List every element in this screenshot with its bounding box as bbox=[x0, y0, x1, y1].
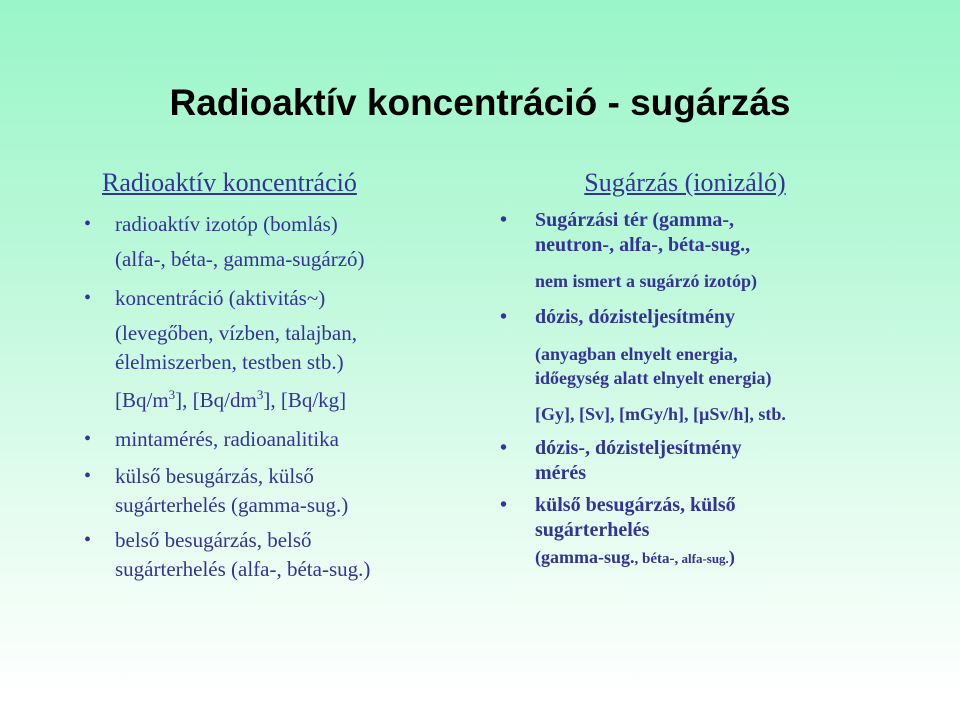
list-item-text: , béta-, bbox=[634, 551, 679, 567]
list-item bbox=[495, 545, 925, 571]
list-item-text: időegység alatt elnyelt energia) bbox=[535, 368, 772, 388]
list-item-text: mintamérés, radioanalitika bbox=[115, 427, 339, 451]
list-item bbox=[495, 269, 925, 293]
list-item bbox=[80, 284, 480, 313]
unit-exponent: 3 bbox=[168, 387, 176, 402]
list-item-text: külső besugárzás, külső bbox=[115, 464, 314, 488]
bullet-icon: • bbox=[84, 428, 92, 450]
list-item-text: (anyagban elnyelt energia, bbox=[535, 344, 738, 364]
list-item-text: nem ismert a sugárzó izotóp) bbox=[535, 271, 757, 291]
list-item bbox=[80, 425, 480, 454]
list-item-text: dózis, dózisteljesítmény bbox=[535, 306, 735, 328]
list-item bbox=[80, 210, 480, 239]
list-item-text: ) bbox=[728, 547, 735, 567]
list-item bbox=[80, 462, 480, 520]
list-item-text: dózis-, dózisteljesítmény bbox=[535, 437, 742, 459]
list-item-text: (levegőben, vízben, talajban, bbox=[115, 321, 357, 345]
list-item-text: külső besugárzás, külső bbox=[535, 494, 736, 516]
bullet-icon: • bbox=[84, 465, 92, 487]
list-item-text: alfa-sug. bbox=[678, 551, 729, 566]
list-item-text: mérés bbox=[535, 462, 587, 484]
bullet-icon: • bbox=[84, 529, 92, 551]
units-line bbox=[80, 386, 480, 415]
unit-text: ], [Bq/dm bbox=[175, 388, 257, 412]
bullet-icon: • bbox=[500, 437, 508, 459]
list-item-text: sugárterhelés (alfa-, béta-sug.) bbox=[115, 557, 371, 581]
list-item-text: radioaktív izotóp (bomlás) bbox=[115, 212, 338, 236]
list-item bbox=[495, 342, 925, 390]
bullet-icon: • bbox=[84, 213, 92, 235]
list-item-text: élelmiszerben, testben stb.) bbox=[115, 350, 344, 374]
slide-title: Radioaktív koncentráció - sugárzás bbox=[169, 82, 791, 123]
bullet-icon: • bbox=[500, 494, 508, 516]
bullet-icon: • bbox=[500, 209, 508, 231]
list-item-text: [Gy], [Sv], [mGy/h], [µSv/h], stb. bbox=[535, 404, 786, 424]
list-item bbox=[495, 402, 925, 426]
list-item bbox=[495, 493, 925, 543]
left-heading: Radioaktív koncentráció bbox=[102, 168, 357, 197]
unit-text: [Bq/m bbox=[115, 388, 169, 412]
unit-exponent: 3 bbox=[256, 387, 264, 402]
unit-text: ], [Bq/kg] bbox=[263, 388, 347, 412]
list-item-text: Sugárzási tér (gamma-, bbox=[535, 209, 735, 231]
list-item-text: (gamma-sug. bbox=[535, 547, 635, 567]
list-item bbox=[495, 208, 925, 258]
list-item-text: belső besugárzás, belső bbox=[115, 528, 312, 552]
list-item-text: (alfa-, béta-, gamma-sugárzó) bbox=[115, 247, 365, 271]
right-column bbox=[495, 168, 925, 571]
bullet-icon: • bbox=[500, 306, 508, 328]
list-item bbox=[495, 305, 925, 330]
list-item bbox=[80, 319, 480, 377]
list-item bbox=[80, 245, 480, 274]
right-heading: Sugárzás (ionizáló) bbox=[584, 168, 786, 197]
list-item-text: koncentráció (aktivitás~) bbox=[115, 286, 326, 310]
bullet-icon: • bbox=[84, 287, 92, 309]
list-item-text: sugárterhelés bbox=[535, 519, 650, 541]
list-item-text: sugárterhelés (gamma-sug.) bbox=[115, 493, 349, 517]
list-item bbox=[80, 526, 480, 584]
list-item bbox=[495, 436, 925, 486]
left-column bbox=[80, 168, 480, 584]
list-item-text: neutron-, alfa-, béta-sug., bbox=[535, 234, 751, 256]
